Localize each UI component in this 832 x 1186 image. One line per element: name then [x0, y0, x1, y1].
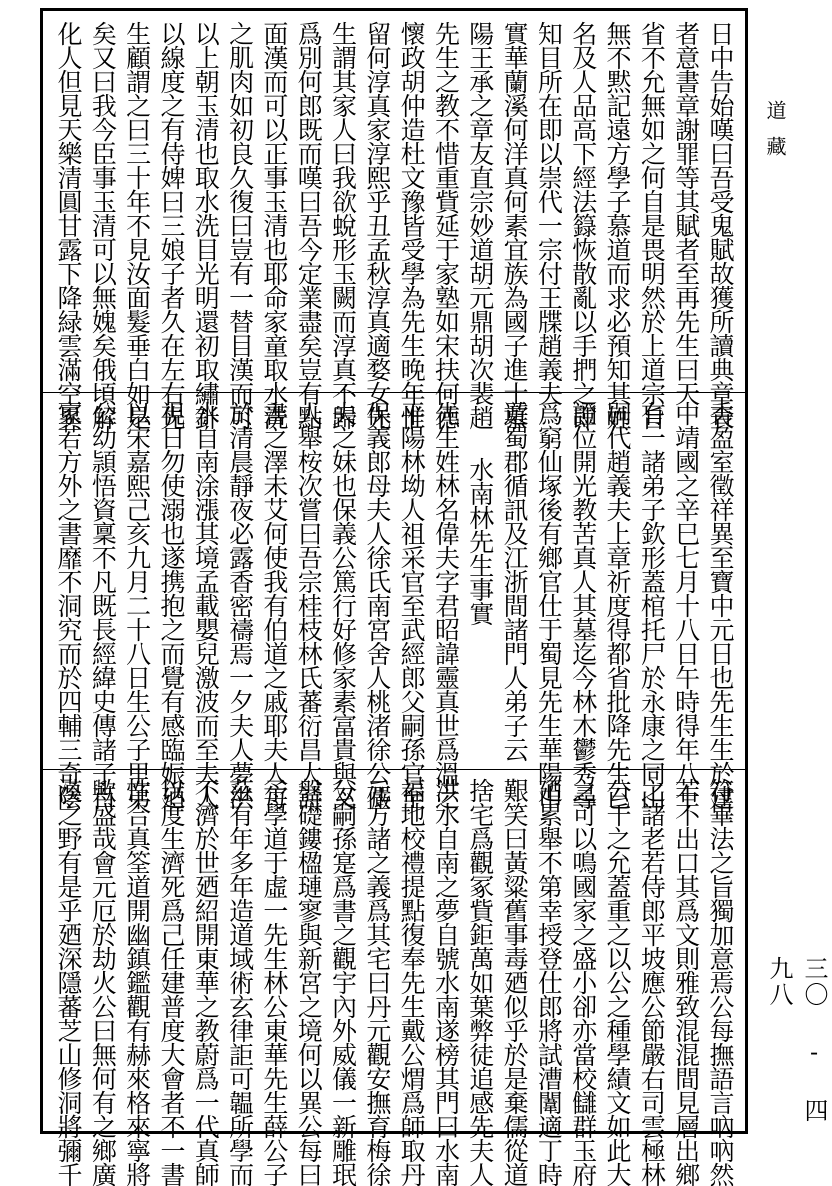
text-column: 生顧謂之曰三十年不見汝面髮垂白如是: [122, 21, 152, 429]
text-column: 爲窮仙塚後有鄉官仕于蜀見先生華陽巾: [534, 401, 564, 809]
text-column: 爲別何郎既而嘆曰吾今定業盡矣豈有點: [294, 21, 324, 429]
text-column: 中靖國之辛巳七月十八日午時得年八十: [671, 401, 701, 809]
text-column: 盤礎鏤楹璉寥與新宮之境何以異公每曰: [294, 778, 324, 1186]
text-column: 水自南涂漲其境孟載嬰兒激波而至夫人: [191, 401, 221, 809]
text-column: 家若方外之書靡不洞究而於四輔三奇陰: [54, 401, 83, 809]
text-column: 保義郎母夫人徐氏南宮舍人桃渚徐公儼: [362, 401, 392, 809]
text-column: 生謂其家人曰我欲蛻形玉闕而淳真不歸: [328, 21, 358, 429]
text-column: 公千之允蓋重之以公之種學績文如此大: [603, 778, 632, 1186]
text-column: 洪水自南之夢自號水南遂榜其門曰水南: [431, 778, 461, 1186]
text-column: 矣又曰我今臣事玉清可以無媿矣俄頃解: [88, 21, 118, 429]
folio-number: 三〇 - 四九八: [765, 956, 828, 1124]
text-column: 面漢而可以正事玉清也耶命家童取水洗: [259, 21, 289, 429]
text-column: 性合真筌道開幽鎮鑑觀有赫來格來寧將: [122, 778, 152, 1186]
text-column: 證位開光教苦真人其墓迄今林木鬱秀尋: [568, 401, 598, 809]
register-bottom: [47, 778, 741, 1186]
text-column: 陽王承之章友直宗妙道胡元鼎胡次裴趙: [465, 21, 495, 429]
text-column: 不濟於世廼紹開東華之教蔚爲一代真師: [191, 778, 221, 1186]
text-column: 漠之野有是乎廼深隱蕃芝山修洞將彌千: [54, 778, 83, 1186]
text-column: 人舉桉次嘗曰吾宗桂枝林氏蕃衍昌大詩: [294, 401, 324, 809]
text-column: 嗣代趙義夫上章祈度得都省批降先生已: [603, 401, 632, 809]
text-column: 符畢法之旨獨加意焉公每撫語言吶吶然: [705, 778, 735, 1186]
text-column: 艱笑曰黃粱舊事毒廼似乎於是棄儒從道: [500, 778, 530, 1186]
text-column: 予學道于虛一先生林公東華先生薛公子: [259, 778, 289, 1186]
text-column: 名及人品高下經法籙恢散亂以手捫之即: [568, 21, 598, 429]
text-column: 之肌肉如初良久復曰豈有一替目漢而可: [225, 21, 255, 429]
text-column: 之可以鳴國家之盛小卻亦當校讎群玉府: [568, 778, 598, 1186]
text-column: 廼累舉不第幸授登仕郎將試漕闈適丁時: [534, 778, 564, 1186]
text-column: 公幼頴悟資稟不凡既長經緯史傳諸子百: [88, 401, 118, 809]
text-column: 懷政胡仲造杜文豫皆受學為先生晚年惟: [397, 21, 427, 429]
text-column: 無不黙記遠方學子慕道而求必預知其姓: [603, 21, 632, 429]
text-column: 茲有年多年造道域術玄律詎可韞所學而: [225, 778, 255, 1186]
text-column: 以上朝玉清也取水洗目光明還初取繡針: [191, 21, 221, 429]
text-column: 公嗣孫寔爲書之觀宇內外威儀一新雕珉: [328, 778, 358, 1186]
text-column: 夫之妹也保義公篤行好修家素富貴與叉: [328, 401, 358, 809]
page-frame: [40, 8, 748, 1186]
text-column: 若不出口其爲文則雅致混混間見層出鄉: [671, 778, 701, 1186]
text-column: 平陽林坳人祖采官至武經郎父嗣孫官至: [397, 401, 427, 809]
section-heading: 水南林先生事實: [465, 457, 495, 625]
text-column: 福地校禮提點復奉先生戴公煟爲師取丹: [397, 778, 427, 1186]
text-column: 先生之教不惜重貲延于家塾如宋扶何德: [431, 21, 461, 429]
register-middle: [47, 401, 741, 809]
text-column: 知目所在即以崇代一宗付王牒趙義夫: [534, 21, 564, 405]
text-column: 視日勿使溺也遂携抱之而覺有感臨娠廼: [156, 401, 186, 809]
text-column: 書之澤未艾何使我有伯道之戚耶夫人每: [259, 401, 289, 809]
text-column: 化人但見天樂清圓甘露下降緑雲滿空異: [54, 21, 83, 429]
text-column: 元方諸之義爲其宅曰丹元觀安撫育梅徐: [362, 778, 392, 1186]
margin-title: 道藏: [763, 100, 787, 172]
text-column: 捨宅爲觀冢貲鉅萬如葉弊徒追感先夫人: [465, 778, 495, 1186]
register-top: [47, 21, 741, 429]
text-column: 先生姓林名偉夫字君昭諱靈真世爲溫之: [431, 401, 461, 809]
text-column: 有一諸弟子欽形蓋棺托尸於永康之同山: [637, 401, 667, 809]
text-column: 日中告始嘆曰吾受鬼賦故獲所讀典章表: [705, 21, 735, 429]
text-column: 留何淳真家淳熙乎丑孟秋淳真適婺女先: [362, 21, 392, 429]
text-column: 者意書章謝罪等其賦者至再先生曰天: [671, 21, 701, 405]
text-column: 之諸老若侍郎平坡應公節嚴右司雲極林: [637, 778, 667, 1186]
text-column: 以線度之有侍婢曰三娘子者久在左右先: [156, 21, 186, 429]
text-column: 實華蘭溪何洋真何素宜族為國子進士慕: [500, 21, 530, 429]
text-column: 遊蜀郡循訊及江浙間諸門人弟子云: [500, 401, 530, 761]
text-column: 於清晨靜夜必露香密禱焉一夕夫人夢洪: [225, 401, 255, 809]
text-column: 香盈室徵祥異至寶中元日也先生生於建: [705, 401, 735, 809]
text-column: 省不允無如之何自是畏明然於上道宗旨: [637, 21, 667, 429]
register-divider: [43, 769, 745, 770]
text-column: 歟盛哉會元厄於劫火公曰無何有之鄉廣: [88, 778, 118, 1186]
text-column: 以宋嘉熙己亥九月二十八日生公子里弟: [122, 401, 152, 809]
text-column: 以度生濟死爲己任建普度大會者不一書: [156, 778, 186, 1186]
register-divider: [43, 392, 745, 393]
